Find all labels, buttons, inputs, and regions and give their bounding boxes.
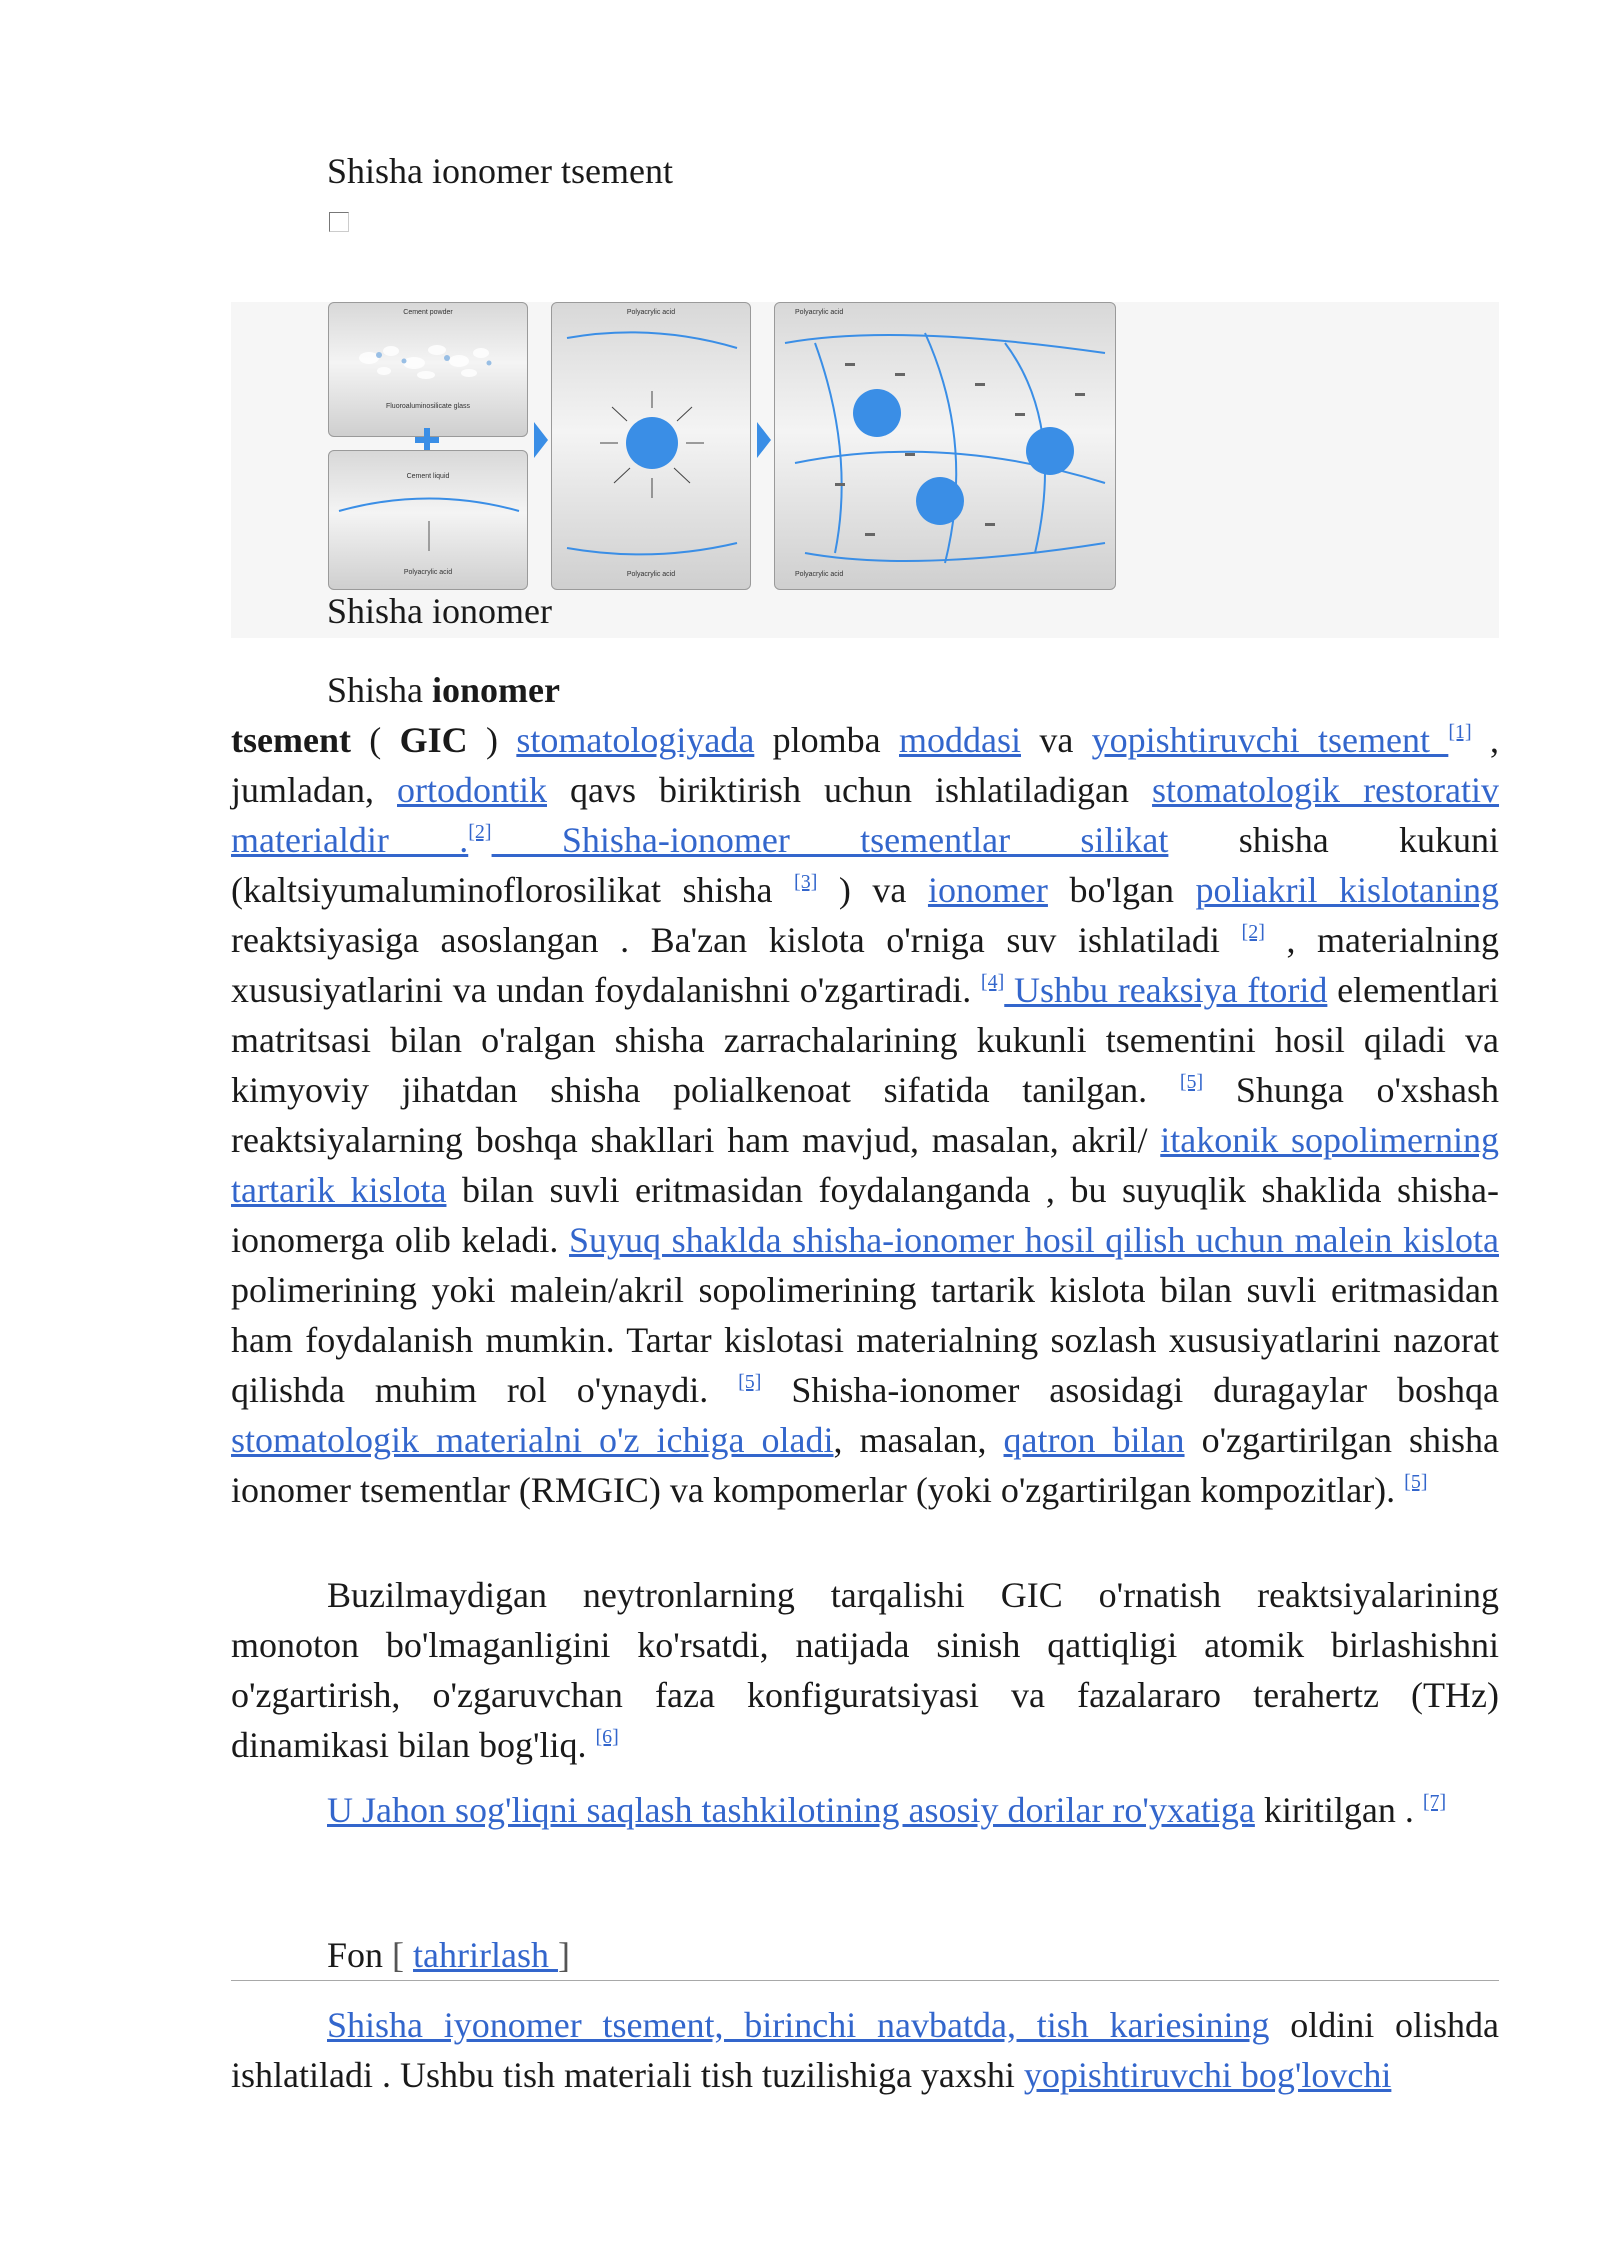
powder-particles-icon: [329, 303, 527, 436]
ref-2b[interactable]: [2]: [1241, 921, 1265, 943]
paragraph-neutron: Buzilmaydigan neytronlarning tarqalishi GIC o'rnatish reaktsiyalarining monoton bo'lmaganligini ko'rsatdi, natijada sinish qattiqligi atomik birlashishni o'zgartirish, o'zgaruvchan faza konfiguratsiyasi va fazalararo terahertz (THz) dinamikasi bilan bog'liq. [6]: [231, 1575, 1499, 1765]
link-ortodontik[interactable]: ortodontik: [397, 770, 547, 810]
ref-1[interactable]: [1]: [1448, 721, 1472, 743]
page-title: Shisha ionomer tsement: [327, 151, 673, 191]
glass-particle-icon: [552, 303, 750, 589]
panel-label: Polyacrylic acid: [626, 571, 676, 578]
link-stomatologik-material[interactable]: stomatologik materialni o'z ichiga oladi: [231, 1420, 834, 1460]
panel-label: Polyacrylic acid: [795, 309, 844, 316]
image-placeholder-icon: [329, 212, 349, 232]
link-silikat[interactable]: Shisha-ionomer tsementlar silikat: [491, 820, 1169, 860]
link-stomatologik-restorativ[interactable]: stomatologik restorativ materialdir .: [231, 770, 1500, 860]
ref-5b[interactable]: [5]: [738, 1371, 762, 1393]
ref-5c[interactable]: [5]: [1404, 1471, 1428, 1493]
link-ionomer[interactable]: ionomer: [927, 870, 1048, 910]
ref-6[interactable]: [6]: [595, 1726, 619, 1748]
paragraph-background: Shisha iyonomer tsement, birinchi navbatda, tish kariesining oldini olishda ishlatiladi . Ushbu tish materiali tish tuzilishiga yaxshi yopishtiruvchi bog'lovchi: [231, 2005, 1500, 2095]
panel-label: Polyacrylic acid: [795, 571, 844, 578]
figure-panel-set-cement: [774, 302, 1116, 590]
paragraph-intro: Shisha ionomer tsement ( GIC ) stomatologiyada plomba moddasi va yopishtiruvchi tsement [1] , jumladan, ortodontik qavs biriktirish uchun ishlatiladigan stomatologik restorativ materialdir .[2] Shisha-ionomer tsementlar silikat shisha kukuni (kaltsiyumaluminoflorosilikat shisha [3] ) va ionomer bo'lgan poliakril kislotaning reaktsiyasiga asoslangan . Ba'zan kislota o'rniga suv ishlatiladi [2] , materialning xususiyatlarini va undan foydalanishni o'zgartiradi. [4] Ushbu reaksiya ftorid elementlari matritsasi bilan o'ralgan shisha zarrachalarining kukunli tsementini hosil qiladi va kimyoviy jihatdan shisha polialkenoat sifatida tanilgan. [5] Shunga o'xshash reaktsiyalarning boshqa shakllari ham mavjud, masalan, akril/ itakonik sopolimerning tartarik kislota bilan suvli eritmasidan foydalanganda , bu suyuqlik shaklida shisha-ionomerga olib keladi. Suyuq shaklda shisha-ionomer hosil qilish uchun malein kislota polimerining yoki malein/akril sopolimerining tartarik kislota bilan suvli eritmasidan ham foydalanish mumkin. Tartar kislotasi materialning sozlash xususiyatlarini nazorat qilishda muhim rol o'ynaydi. [5] Shisha-ionomer asosidagi duragaylar boshqa stomatologik materialni o'z ichiga oladi, masalan, qatron bilan o'zgartirilgan shisha ionomer tsementlar (RMGIC) va kompomerlar (yoki o'zgartirilgan kompozitlar). [5]: [231, 670, 1500, 1510]
section-divider: [231, 1980, 1499, 1981]
link-poliakril-kislota[interactable]: poliakril kislotaning: [1195, 870, 1499, 910]
panel-label: Cement liquid: [406, 473, 450, 480]
ref-5[interactable]: [5]: [1179, 1071, 1204, 1093]
ref-2[interactable]: [2]: [468, 821, 492, 843]
link-tish-kariesi[interactable]: Shisha iyonomer tsement, birinchi navbatda, tish kariesining: [327, 2005, 1270, 2045]
link-qatron[interactable]: qatron bilan: [1003, 1420, 1185, 1460]
ref-3[interactable]: [3]: [794, 871, 818, 893]
link-ftorid[interactable]: Ushbu reaksiya ftorid: [1004, 970, 1328, 1010]
figure-caption: Shisha ionomer: [327, 591, 552, 631]
link-who-essential-medicines[interactable]: U Jahon sog'liqni saqlash tashkilotining asosiy dorilar ro'yxatiga: [327, 1790, 1255, 1830]
figure-panel-reaction: [551, 302, 751, 590]
arrow-right-icon: [534, 422, 548, 458]
panel-label: Cement powder: [403, 309, 453, 316]
figure: [231, 302, 1499, 638]
section-title: Fon: [327, 1935, 384, 1975]
arrow-right-icon: [757, 422, 771, 458]
figure-panel-liquid: [328, 450, 528, 590]
panel-label: Polyacrylic acid: [626, 309, 676, 316]
figure-panel-powder: [328, 302, 528, 437]
link-itakonik[interactable]: itakonik sopolimerning tartarik kislota: [231, 1120, 1500, 1210]
plus-icon: [415, 428, 439, 452]
link-yopishtiruvchi-tsement[interactable]: yopishtiruvchi tsement: [1091, 720, 1449, 760]
section-heading: Fon [ tahrirlash ]: [327, 1935, 570, 1975]
link-malein-kislota[interactable]: Suyuq shaklda shisha-ionomer hosil qilish uchun malein kislota: [569, 1220, 1499, 1260]
set-matrix-icon: [775, 303, 1115, 589]
ref-4[interactable]: [4]: [980, 971, 1005, 993]
link-stomatologiyada[interactable]: stomatologiyada: [516, 720, 755, 760]
panel-label: Fluoroaluminosilicate glass: [385, 403, 471, 410]
paragraph-who: U Jahon sog'liqni saqlash tashkilotining asosiy dorilar ro'yxatiga kiritilgan . [7]: [327, 1790, 1447, 1830]
link-moddasi[interactable]: moddasi: [899, 720, 1021, 760]
link-yopishtiruvchi-boglovchi[interactable]: yopishtiruvchi bog'lovchi: [1023, 2055, 1392, 2095]
edit-section-link[interactable]: tahrirlash: [413, 1935, 558, 1975]
ref-7[interactable]: [7]: [1422, 1791, 1447, 1813]
panel-label: Polyacrylic acid: [403, 569, 453, 576]
